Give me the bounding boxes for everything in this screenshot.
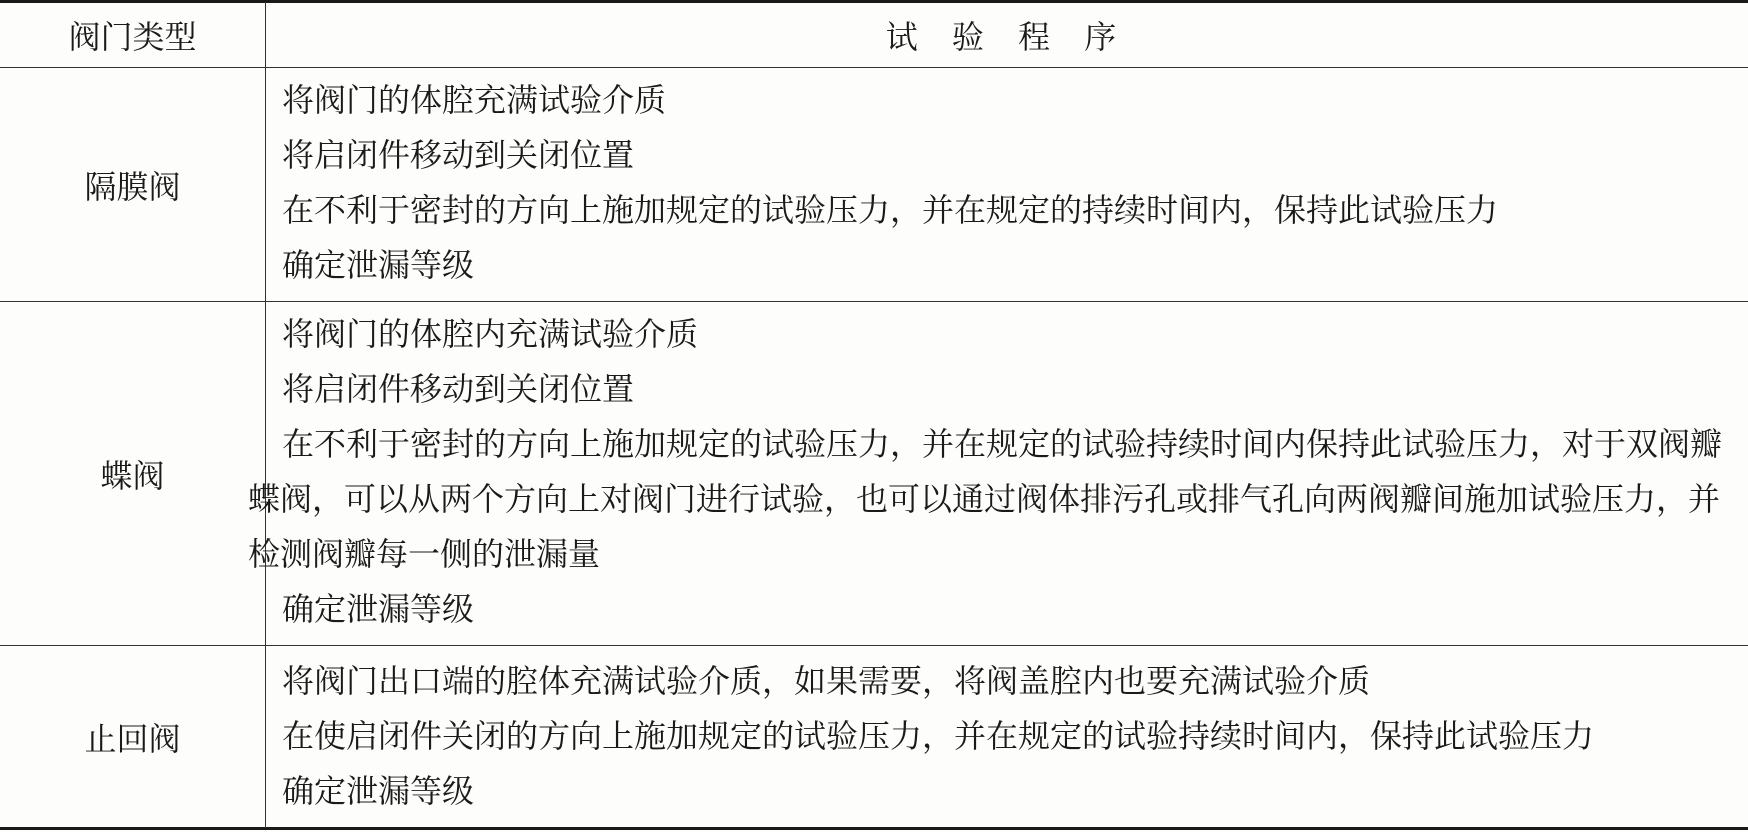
procedure-step: 确定泄漏等级 xyxy=(282,772,475,810)
procedure-step: 将阀门的体腔充满试验介质 xyxy=(282,81,667,119)
procedure-step: 确定泄漏等级 xyxy=(282,246,475,284)
table-bottom-rule xyxy=(0,827,1748,830)
header-valve-type: 阀门类型 xyxy=(68,18,197,56)
procedure-step: 在不利于密封的方向上施加规定的试验压力，并在规定的试验持续时间内保持此试验压力，对于双阀瓣蝶阀，可以从两个方向上对阀门进行试验，也可以通过阀体排污孔或排气孔向两阀瓣间施加试验压力，并检测阀瓣每一侧的泄漏量 xyxy=(248,425,1723,573)
header-test-procedure: 试 验 程 序 xyxy=(885,18,1129,56)
procedure-step: 将阀门的体腔内充满试验介质 xyxy=(282,315,699,353)
procedure-cell-butterfly xyxy=(248,307,1732,637)
procedure-step: 将启闭件移动到关闭位置 xyxy=(282,370,635,408)
valve-type-check: 止回阀 xyxy=(84,719,181,758)
procedure-step: 将阀门出口端的腔体充满试验介质，如果需要，将阀盖腔内也要充满试验介质 xyxy=(282,662,1371,700)
procedure-step: 将启闭件移动到关闭位置 xyxy=(282,136,635,174)
procedure-cell-diaphragm xyxy=(282,73,1730,293)
procedure-cell-check xyxy=(282,654,1730,819)
procedure-step: 确定泄漏等级 xyxy=(282,590,475,628)
valve-type-butterfly: 蝶阀 xyxy=(100,456,165,495)
procedure-step: 在不利于密封的方向上施加规定的试验压力，并在规定的持续时间内，保持此试验压力 xyxy=(282,191,1499,229)
procedure-step: 在使启闭件关闭的方向上施加规定的试验压力，并在规定的试验持续时间内，保持此试验压力 xyxy=(282,717,1595,755)
valve-type-diaphragm: 隔膜阀 xyxy=(84,167,181,206)
